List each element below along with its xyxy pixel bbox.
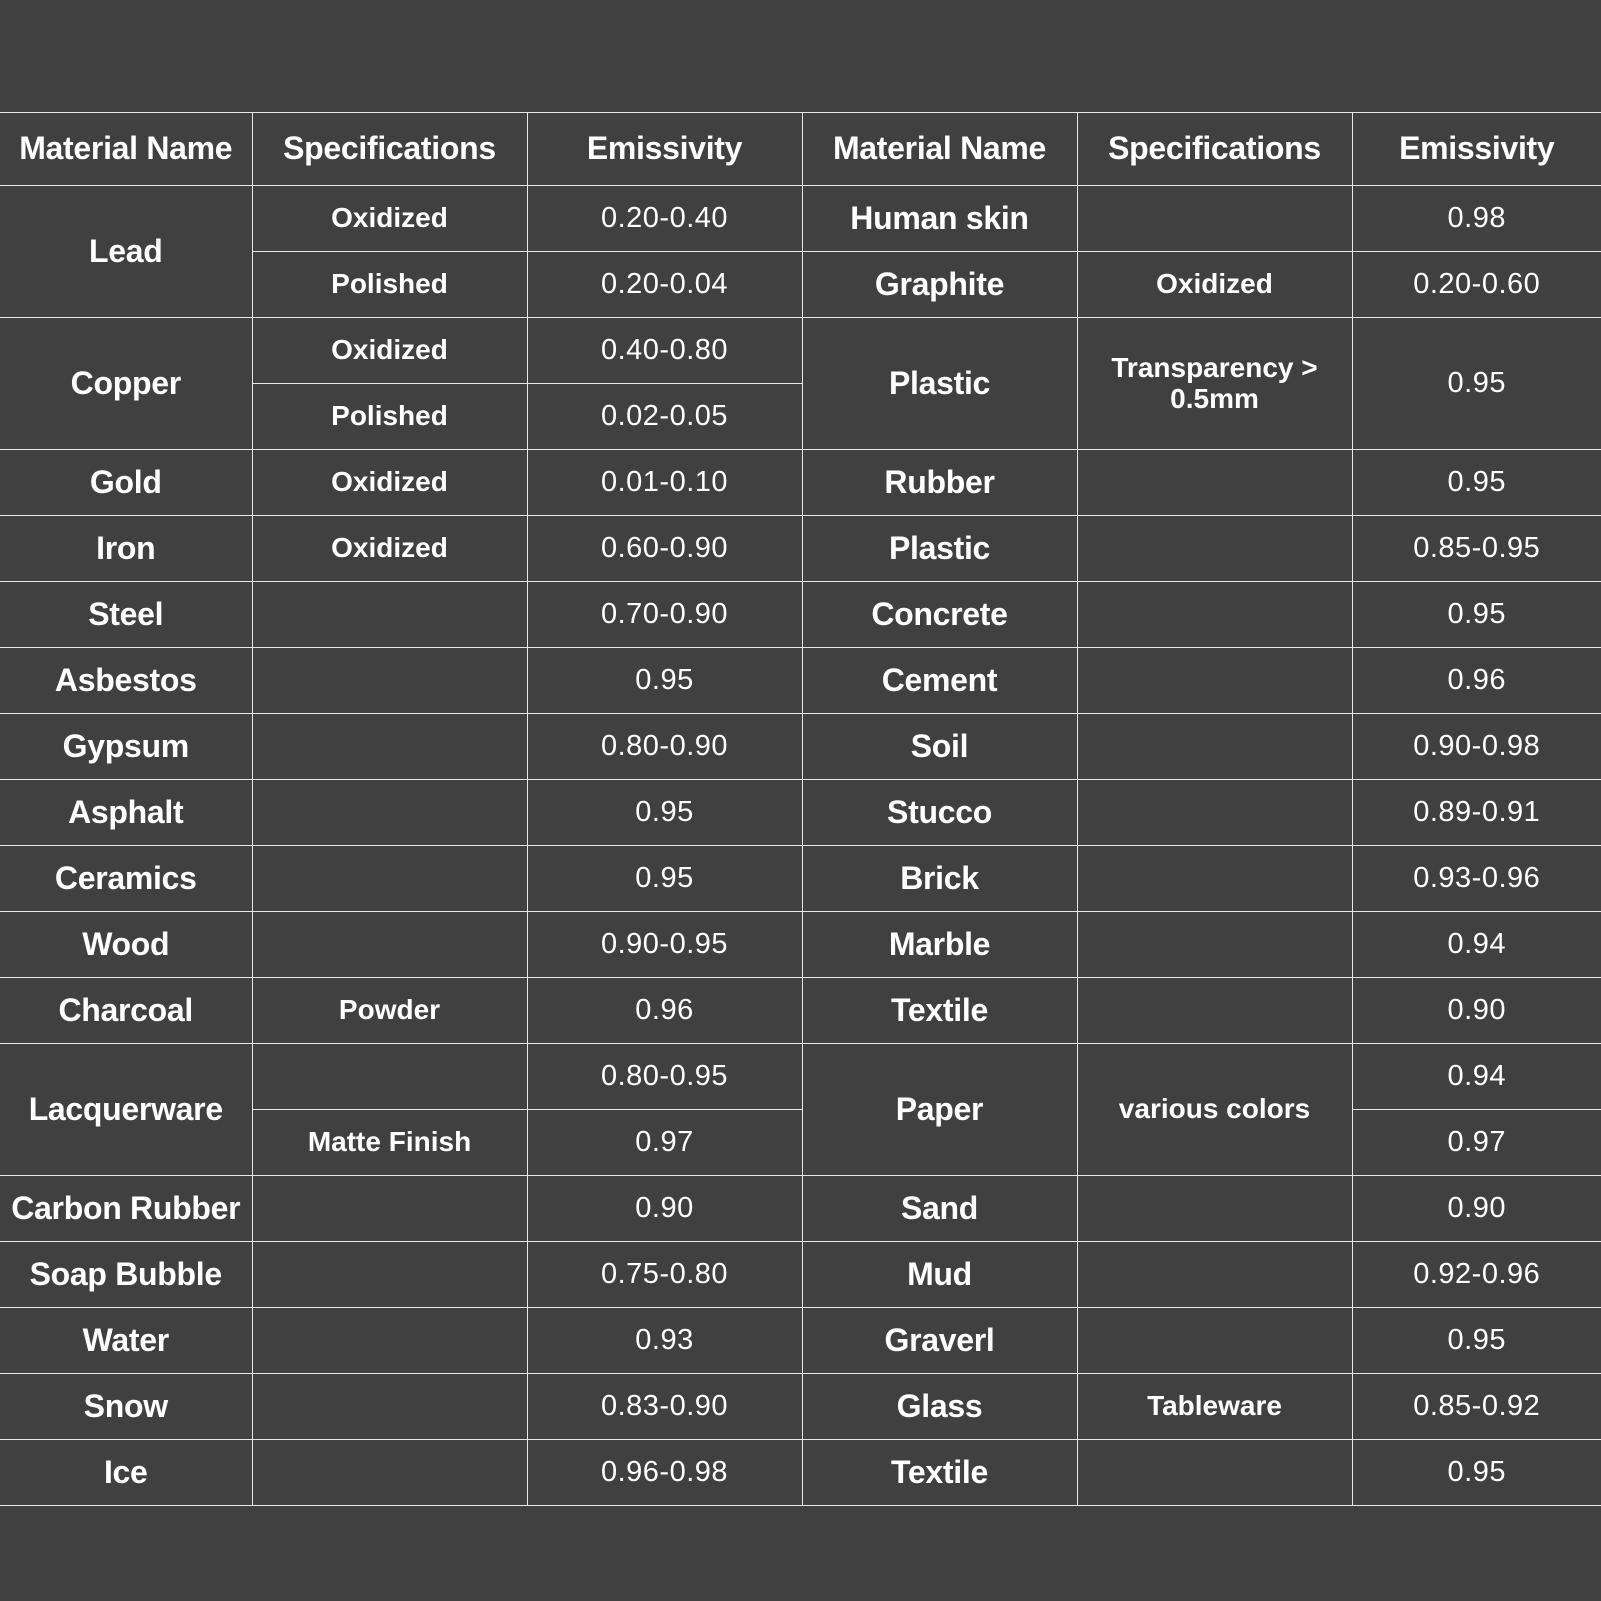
material-name-cell: Concrete xyxy=(802,582,1077,648)
material-name-cell: Gypsum xyxy=(0,714,252,780)
table-row xyxy=(0,318,1601,384)
material-name-cell: Lacquerware xyxy=(0,1044,252,1176)
material-name-cell: Carbon Rubber xyxy=(0,1176,252,1242)
material-name-cell: Gold xyxy=(0,450,252,516)
emissivity-cell: 0.90 xyxy=(1352,1176,1601,1242)
emissivity-cell: 0.98 xyxy=(1352,186,1601,252)
specification-cell xyxy=(252,582,527,648)
specification-cell xyxy=(1077,978,1352,1044)
material-name-cell: Copper xyxy=(0,318,252,450)
table-row xyxy=(0,1440,1601,1506)
specification-cell xyxy=(252,1044,527,1110)
header-material-name: Material Name xyxy=(0,113,252,186)
table-row xyxy=(0,1242,1601,1308)
specification-cell xyxy=(1077,1308,1352,1374)
emissivity-cell: 0.95 xyxy=(1352,318,1601,450)
header-specifications: Specifications xyxy=(252,113,527,186)
emissivity-cell: 0.96 xyxy=(527,978,802,1044)
emissivity-cell: 0.90-0.95 xyxy=(527,912,802,978)
specification-cell: various colors xyxy=(1077,1044,1352,1176)
emissivity-cell: 0.90 xyxy=(527,1176,802,1242)
specification-cell xyxy=(1077,516,1352,582)
material-name-cell: Soil xyxy=(802,714,1077,780)
specification-cell: Polished xyxy=(252,252,527,318)
material-name-cell: Water xyxy=(0,1308,252,1374)
emissivity-cell: 0.95 xyxy=(1352,1308,1601,1374)
specification-cell xyxy=(1077,1242,1352,1308)
header-emissivity: Emissivity xyxy=(1352,113,1601,186)
specification-cell xyxy=(252,1176,527,1242)
table-row xyxy=(0,186,1601,252)
material-name-cell: Glass xyxy=(802,1374,1077,1440)
specification-cell xyxy=(252,846,527,912)
table-row xyxy=(0,1044,1601,1110)
table-row xyxy=(0,714,1601,780)
header-row xyxy=(0,113,1601,186)
specification-cell xyxy=(1077,1440,1352,1506)
specification-cell: Transparency > 0.5mm xyxy=(1077,318,1352,450)
material-name-cell: Charcoal xyxy=(0,978,252,1044)
material-name-cell: Rubber xyxy=(802,450,1077,516)
emissivity-cell: 0.95 xyxy=(1352,1440,1601,1506)
specification-cell xyxy=(1077,648,1352,714)
emissivity-cell: 0.90-0.98 xyxy=(1352,714,1601,780)
emissivity-cell: 0.94 xyxy=(1352,1044,1601,1110)
emissivity-cell: 0.90 xyxy=(1352,978,1601,1044)
specification-cell xyxy=(1077,1176,1352,1242)
emissivity-cell: 0.95 xyxy=(1352,450,1601,516)
material-name-cell: Textile xyxy=(802,978,1077,1044)
material-name-cell: Sand xyxy=(802,1176,1077,1242)
specification-cell xyxy=(1077,450,1352,516)
emissivity-cell: 0.02-0.05 xyxy=(527,384,802,450)
table-row xyxy=(0,1176,1601,1242)
material-name-cell: Ice xyxy=(0,1440,252,1506)
material-name-cell: Brick xyxy=(802,846,1077,912)
specification-cell: Oxidized xyxy=(1077,252,1352,318)
emissivity-cell: 0.97 xyxy=(1352,1110,1601,1176)
specification-cell xyxy=(1077,780,1352,846)
emissivity-cell: 0.85-0.95 xyxy=(1352,516,1601,582)
emissivity-cell: 0.80-0.90 xyxy=(527,714,802,780)
table-row xyxy=(0,1308,1601,1374)
emissivity-cell: 0.85-0.92 xyxy=(1352,1374,1601,1440)
specification-cell xyxy=(252,780,527,846)
emissivity-cell: 0.20-0.40 xyxy=(527,186,802,252)
table-row xyxy=(0,516,1601,582)
emissivity-cell: 0.97 xyxy=(527,1110,802,1176)
table-row xyxy=(0,648,1601,714)
emissivity-cell: 0.95 xyxy=(1352,582,1601,648)
emissivity-cell: 0.92-0.96 xyxy=(1352,1242,1601,1308)
emissivity-table xyxy=(0,112,1601,1506)
specification-cell xyxy=(252,912,527,978)
table-row xyxy=(0,978,1601,1044)
header-specifications: Specifications xyxy=(1077,113,1352,186)
emissivity-cell: 0.95 xyxy=(527,846,802,912)
table-row xyxy=(0,450,1601,516)
emissivity-cell: 0.96 xyxy=(1352,648,1601,714)
material-name-cell: Lead xyxy=(0,186,252,318)
emissivity-cell: 0.93 xyxy=(527,1308,802,1374)
material-name-cell: Iron xyxy=(0,516,252,582)
specification-cell: Oxidized xyxy=(252,318,527,384)
specification-cell xyxy=(252,1242,527,1308)
material-name-cell: Asphalt xyxy=(0,780,252,846)
specification-cell: Oxidized xyxy=(252,516,527,582)
specification-cell xyxy=(252,1308,527,1374)
table-row xyxy=(0,912,1601,978)
emissivity-cell: 0.20-0.04 xyxy=(527,252,802,318)
specification-cell xyxy=(1077,582,1352,648)
material-name-cell: Marble xyxy=(802,912,1077,978)
emissivity-cell: 0.75-0.80 xyxy=(527,1242,802,1308)
emissivity-cell: 0.20-0.60 xyxy=(1352,252,1601,318)
emissivity-cell: 0.80-0.95 xyxy=(527,1044,802,1110)
specification-cell xyxy=(1077,714,1352,780)
specification-cell: Polished xyxy=(252,384,527,450)
emissivity-cell: 0.94 xyxy=(1352,912,1601,978)
table-row xyxy=(0,780,1601,846)
header-emissivity: Emissivity xyxy=(527,113,802,186)
material-name-cell: Textile xyxy=(802,1440,1077,1506)
material-name-cell: Asbestos xyxy=(0,648,252,714)
emissivity-cell: 0.89-0.91 xyxy=(1352,780,1601,846)
specification-cell: Oxidized xyxy=(252,186,527,252)
material-name-cell: Graverl xyxy=(802,1308,1077,1374)
table-row xyxy=(0,1374,1601,1440)
specification-cell xyxy=(252,714,527,780)
material-name-cell: Wood xyxy=(0,912,252,978)
table-row xyxy=(0,582,1601,648)
emissivity-cell: 0.95 xyxy=(527,780,802,846)
material-name-cell: Paper xyxy=(802,1044,1077,1176)
specification-cell xyxy=(1077,912,1352,978)
material-name-cell: Soap Bubble xyxy=(0,1242,252,1308)
specification-cell xyxy=(252,648,527,714)
material-name-cell: Human skin xyxy=(802,186,1077,252)
material-name-cell: Plastic xyxy=(802,318,1077,450)
specification-cell xyxy=(252,1440,527,1506)
specification-cell: Powder xyxy=(252,978,527,1044)
specification-cell xyxy=(252,1374,527,1440)
specification-cell xyxy=(1077,186,1352,252)
material-name-cell: Plastic xyxy=(802,516,1077,582)
emissivity-cell: 0.01-0.10 xyxy=(527,450,802,516)
emissivity-cell: 0.60-0.90 xyxy=(527,516,802,582)
material-name-cell: Mud xyxy=(802,1242,1077,1308)
specification-cell: Oxidized xyxy=(252,450,527,516)
emissivity-cell: 0.93-0.96 xyxy=(1352,846,1601,912)
emissivity-cell: 0.83-0.90 xyxy=(527,1374,802,1440)
specification-cell: Matte Finish xyxy=(252,1110,527,1176)
material-name-cell: Cement xyxy=(802,648,1077,714)
emissivity-cell: 0.95 xyxy=(527,648,802,714)
header-material-name: Material Name xyxy=(802,113,1077,186)
material-name-cell: Snow xyxy=(0,1374,252,1440)
table-row xyxy=(0,846,1601,912)
specification-cell: Tableware xyxy=(1077,1374,1352,1440)
emissivity-cell: 0.70-0.90 xyxy=(527,582,802,648)
material-name-cell: Graphite xyxy=(802,252,1077,318)
emissivity-cell: 0.96-0.98 xyxy=(527,1440,802,1506)
material-name-cell: Steel xyxy=(0,582,252,648)
specification-cell xyxy=(1077,846,1352,912)
material-name-cell: Stucco xyxy=(802,780,1077,846)
material-name-cell: Ceramics xyxy=(0,846,252,912)
emissivity-cell: 0.40-0.80 xyxy=(527,318,802,384)
